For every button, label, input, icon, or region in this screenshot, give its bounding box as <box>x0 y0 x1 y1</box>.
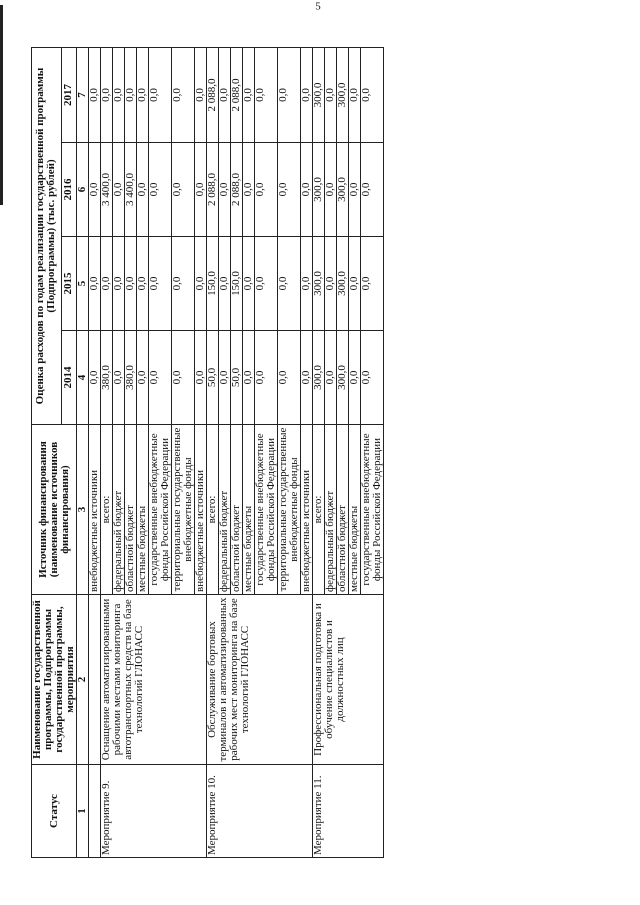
source-cell: внебюджетные источники <box>195 425 207 595</box>
value-cell: 0,0 <box>89 237 101 331</box>
table-row <box>89 47 101 857</box>
value-cell: 0,0 <box>149 331 172 425</box>
value-cell: 0,0 <box>172 237 195 331</box>
value-cell: 380,0 <box>101 331 113 425</box>
source-cell: федеральный бюджет <box>113 425 125 595</box>
value-cell: 0,0 <box>137 331 149 425</box>
table-row <box>101 47 113 857</box>
source-cell: всего: <box>207 425 219 595</box>
value-cell: 0,0 <box>361 47 384 142</box>
source-cell: федеральный бюджет <box>219 425 231 595</box>
status-cell: Мероприятие 10. <box>207 765 313 858</box>
measure-name-cell: Обслуживание бортовых терминалов и автоматизированных рабочих мест мониторинга на базе технологий ГЛОНАСС <box>207 595 313 765</box>
value-cell: 380,0 <box>125 331 137 425</box>
value-cell: 2 088,0 <box>207 47 219 142</box>
value-cell: 0,0 <box>172 331 195 425</box>
value-cell: 0,0 <box>195 331 207 425</box>
value-cell: 0,0 <box>137 143 149 237</box>
value-cell: 150,0 <box>231 237 243 331</box>
source-cell: территориальные государственные внебюджетные фонды <box>172 425 195 595</box>
value-cell: 0,0 <box>172 143 195 237</box>
measure-name-cell: Оснащение автоматизированными рабочими местами мониторинга автотранспортных средств на базе технологий ГЛОНАСС <box>101 595 207 765</box>
value-cell: 0,0 <box>125 47 137 142</box>
column-number: 2 <box>77 595 89 765</box>
value-cell: 0,0 <box>325 47 337 142</box>
value-cell: 0,0 <box>243 331 255 425</box>
value-cell: 0,0 <box>113 237 125 331</box>
header-year: 2015 <box>61 237 76 331</box>
value-cell: 0,0 <box>149 47 172 142</box>
value-cell: 0,0 <box>149 237 172 331</box>
status-cell: Мероприятие 11. <box>313 765 384 858</box>
header-year: 2016 <box>61 143 76 237</box>
value-cell: 2 088,0 <box>231 47 243 142</box>
source-cell: областной бюджет <box>231 425 243 595</box>
value-cell: 0,0 <box>349 331 361 425</box>
value-cell: 0,0 <box>101 47 113 142</box>
value-cell: 0,0 <box>349 237 361 331</box>
header-status: Статус <box>32 765 77 858</box>
value-cell: 300,0 <box>337 331 349 425</box>
value-cell: 0,0 <box>195 143 207 237</box>
column-number: 3 <box>77 425 89 595</box>
source-cell: местные бюджеты <box>137 425 149 595</box>
source-cell: всего: <box>313 425 325 595</box>
source-cell: федеральный бюджет <box>325 425 337 595</box>
value-cell: 0,0 <box>361 331 384 425</box>
value-cell: 300,0 <box>337 47 349 142</box>
value-cell: 0,0 <box>113 143 125 237</box>
column-number: 1 <box>77 765 89 858</box>
header-year: 2017 <box>61 47 76 142</box>
value-cell: 0,0 <box>349 143 361 237</box>
value-cell: 0,0 <box>89 331 101 425</box>
measure-name-cell: Профессиональная подготовка и обучение специалистов и должностных лиц <box>313 595 384 765</box>
value-cell: 0,0 <box>195 47 207 142</box>
source-cell: областной бюджет <box>125 425 137 595</box>
table-row <box>207 47 219 857</box>
column-number: 4 <box>77 331 89 425</box>
value-cell: 0,0 <box>219 143 231 237</box>
value-cell: 0,0 <box>301 143 313 237</box>
value-cell: 0,0 <box>301 237 313 331</box>
value-cell: 0,0 <box>149 143 172 237</box>
value-cell: 0,0 <box>361 237 384 331</box>
source-cell: внебюджетные источники <box>89 425 101 595</box>
scan-edge <box>0 5 3 205</box>
value-cell: 0,0 <box>243 47 255 142</box>
value-cell: 300,0 <box>313 143 325 237</box>
value-cell: 3 400,0 <box>101 143 113 237</box>
value-cell: 0,0 <box>325 331 337 425</box>
value-cell: 0,0 <box>125 237 137 331</box>
column-number: 7 <box>77 47 89 142</box>
value-cell: 0,0 <box>301 331 313 425</box>
value-cell: 0,0 <box>89 143 101 237</box>
source-cell: государственные внебюджетные фонды Российской Федерации <box>149 425 172 595</box>
header-source: Источник финансирования (наименование источников финансирования) <box>32 425 77 595</box>
value-cell: 0,0 <box>113 331 125 425</box>
value-cell: 0,0 <box>255 143 278 237</box>
value-cell: 0,0 <box>255 237 278 331</box>
expenditure-table <box>31 47 384 858</box>
source-cell: местные бюджеты <box>243 425 255 595</box>
value-cell: 0,0 <box>301 47 313 142</box>
value-cell: 0,0 <box>137 237 149 331</box>
source-cell: всего: <box>101 425 113 595</box>
value-cell: 0,0 <box>349 47 361 142</box>
value-cell: 0,0 <box>325 143 337 237</box>
header-estimate: Оценка расходов по годам реализации государственной программы (Подпрограммы) (тыс. рублей) <box>32 47 62 424</box>
source-cell: внебюджетные источники <box>301 425 313 595</box>
value-cell: 2 088,0 <box>207 143 219 237</box>
header-name: Наименование государственной программы, Подпрограммы государственной программы, мероприятия <box>32 595 77 765</box>
page-number: 5 <box>315 0 321 13</box>
source-cell: территориальные государственные внебюджетные фонды <box>278 425 301 595</box>
value-cell: 0,0 <box>278 47 301 142</box>
source-cell: областной бюджет <box>337 425 349 595</box>
source-cell: местные бюджеты <box>349 425 361 595</box>
value-cell: 0,0 <box>243 237 255 331</box>
value-cell: 0,0 <box>325 237 337 331</box>
table-row <box>313 47 325 857</box>
value-cell: 0,0 <box>113 47 125 142</box>
value-cell: 0,0 <box>137 47 149 142</box>
value-cell: 50,0 <box>231 331 243 425</box>
value-cell: 150,0 <box>207 237 219 331</box>
value-cell: 0,0 <box>243 143 255 237</box>
value-cell: 0,0 <box>255 47 278 142</box>
value-cell: 300,0 <box>337 143 349 237</box>
value-cell: 0,0 <box>219 331 231 425</box>
value-cell: 0,0 <box>278 237 301 331</box>
source-cell: государственные внебюджетные фонды Российской Федерации <box>361 425 384 595</box>
value-cell: 300,0 <box>313 47 325 142</box>
value-cell: 0,0 <box>101 237 113 331</box>
value-cell: 0,0 <box>278 331 301 425</box>
column-number: 6 <box>77 143 89 237</box>
value-cell: 50,0 <box>207 331 219 425</box>
value-cell: 0,0 <box>361 143 384 237</box>
value-cell: 0,0 <box>172 47 195 142</box>
value-cell: 0,0 <box>89 47 101 142</box>
status-cell: Мероприятие 9. <box>101 765 207 858</box>
value-cell: 300,0 <box>313 331 325 425</box>
source-cell: государственные внебюджетные фонды Российской Федерации <box>255 425 278 595</box>
value-cell: 0,0 <box>219 237 231 331</box>
header-year: 2014 <box>61 331 76 425</box>
value-cell: 3 400,0 <box>125 143 137 237</box>
value-cell: 0,0 <box>219 47 231 142</box>
value-cell: 300,0 <box>337 237 349 331</box>
value-cell: 0,0 <box>195 237 207 331</box>
value-cell: 300,0 <box>313 237 325 331</box>
column-number: 5 <box>77 237 89 331</box>
value-cell: 0,0 <box>278 143 301 237</box>
value-cell: 2 088,0 <box>231 143 243 237</box>
value-cell: 0,0 <box>255 331 278 425</box>
